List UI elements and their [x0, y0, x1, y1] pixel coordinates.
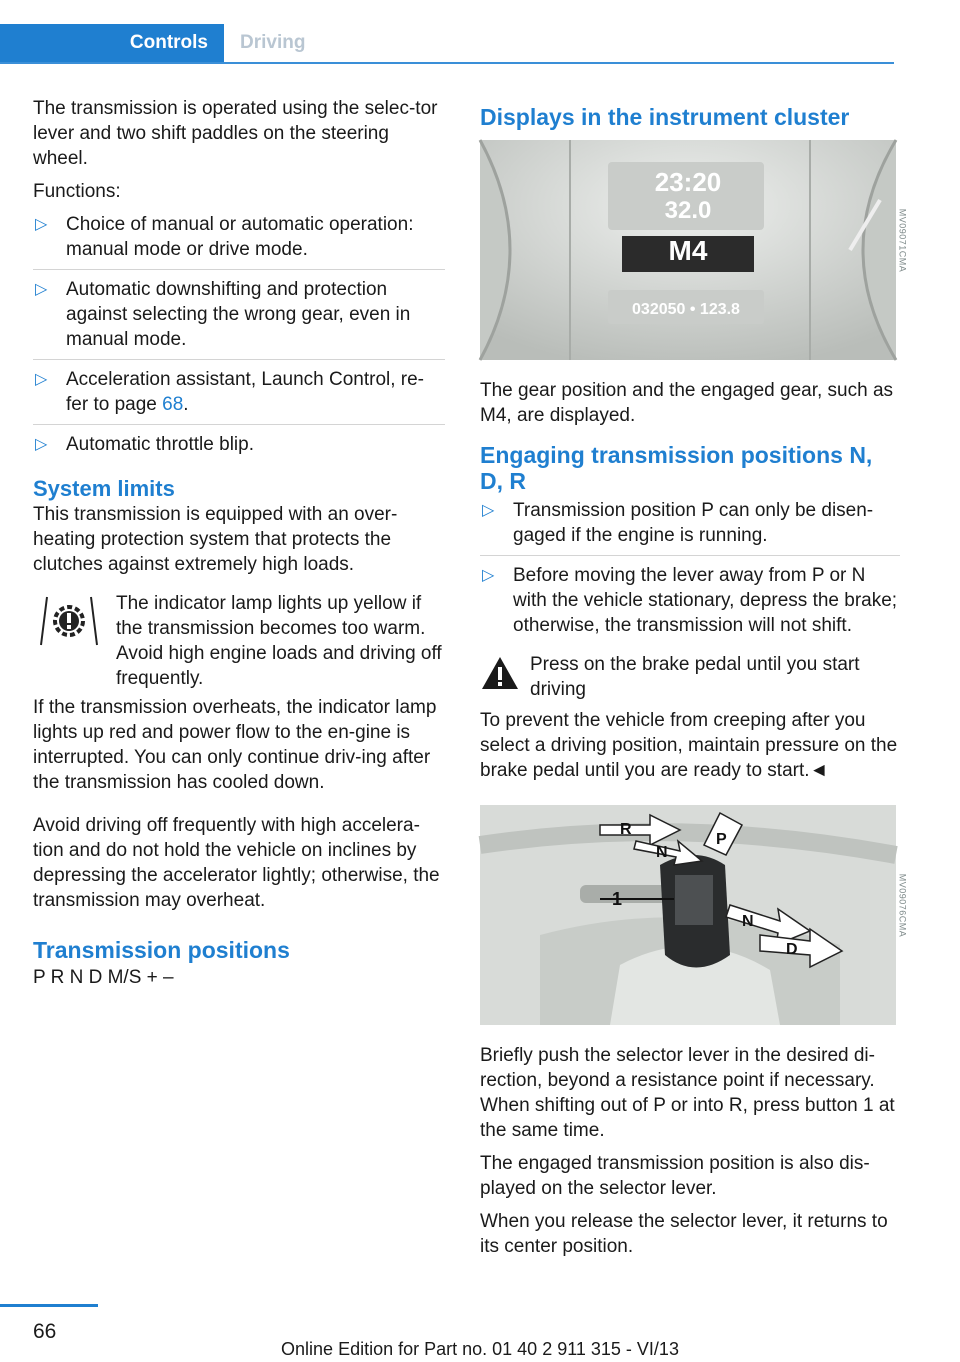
footer-accent-line: [0, 1304, 98, 1307]
header-tab-bar: [0, 24, 894, 64]
triangle-bullet-icon: ▷: [35, 281, 48, 298]
instrument-cluster-image: [480, 140, 908, 360]
selector-label-n-bottom: N: [742, 913, 754, 930]
selector-lever-illustration: [480, 805, 896, 1025]
triangle-bullet-icon: ▷: [35, 371, 48, 388]
list-item: ▷ Automatic downshifting and protection against selecting the wrong gear, even in manual mode.: [33, 277, 445, 360]
caution-note: [480, 652, 900, 704]
avoid-paragraph: Avoid driving off frequently with high accelera-tion and do not hold the vehicle on inclines by depressing the accelerator lightly; otherwise, the transmission may overheat.: [33, 815, 440, 911]
selector-label-d: D: [786, 941, 798, 958]
triangle-bullet-icon: ▷: [35, 436, 48, 453]
tab-driving[interactable]: Driving: [240, 32, 306, 53]
page-link[interactable]: 68: [162, 394, 184, 415]
intro-paragraph: The transmission is operated using the selec-tor lever and two shift paddles on the steering wheel.: [33, 98, 438, 169]
list-item: ▷ Choice of manual or automatic operation: manual mode or drive mode.: [33, 212, 445, 270]
caution-text: To prevent the vehicle from creeping after you select a driving position, maintain pressure on the brake pedal until you are ready to start.◄: [480, 710, 898, 781]
functions-label: Functions:: [33, 181, 121, 202]
selector-label-n-top: N: [656, 844, 668, 861]
selector-label-button-1: 1: [612, 889, 623, 909]
push-paragraph: Briefly push the selector lever in the desired di-rection, beyond a resistance point if necessary. When shifting out of P or into R, press button 1 at the same time.: [480, 1045, 895, 1141]
system-limits-text: This transmission is equipped with an over-heating protection system that protects the clutches against extremely high loads.: [33, 504, 398, 575]
list-item: ▷ Acceleration assistant, Launch Control, re-fer to page 68.: [33, 367, 445, 425]
transmission-positions-text: P R N D M/S + –: [33, 967, 174, 988]
tab-controls[interactable]: [0, 24, 224, 62]
list-item: ▷ Before moving the lever away from P or N with the vehicle stationary, depress the brake; otherwise, the transmission will not shift.: [482, 565, 898, 636]
engaged-paragraph: The engaged transmission position is also dis-played on the selector lever.: [480, 1153, 870, 1199]
selector-label-p: P: [716, 831, 727, 848]
engaging-heading: Engaging transmission positions N, D, R: [480, 442, 873, 494]
caution-title: Press on the brake pedal until you start driving: [530, 654, 860, 700]
functions-list: [33, 212, 445, 464]
right-column: [480, 96, 908, 1267]
image-code: MV09071CMA: [897, 208, 908, 273]
image-code: MV09076CMA: [897, 873, 908, 938]
triangle-bullet-icon: ▷: [482, 567, 495, 584]
indicator-lamp-note: [33, 591, 445, 691]
edition-text: Online Edition for Part no. 01 40 2 911 315 - VI/13: [281, 1339, 679, 1359]
displays-heading: Displays in the instrument cluster: [480, 104, 850, 130]
cluster-temperature: 32.0: [664, 197, 712, 224]
list-item: ▷ Transmission position P can only be disen-gaged if the engine is running.: [480, 498, 900, 556]
left-column: [33, 96, 445, 998]
release-paragraph: When you release the selector lever, it returns to its center position.: [480, 1211, 888, 1257]
triangle-bullet-icon: ▷: [482, 502, 495, 519]
transmission-positions-heading: Transmission positions: [33, 937, 290, 963]
selector-label-r: R: [620, 821, 632, 838]
indicator-lamp-text: The indicator lamp lights up yellow if the transmission becomes too warm. Avoid high engine loads and driving off frequently.: [116, 593, 442, 689]
system-limits-heading: System limits: [33, 476, 175, 501]
engaging-list: [480, 498, 900, 645]
overheat-paragraph: If the transmission overheats, the indicator lamp lights up red and power flow to the en-gine is interrupted. You can only continue driv-ing after the transmission has cooled down.: [33, 697, 437, 793]
selector-lever-image: [480, 805, 908, 1025]
gear-caption: The gear position and the engaged gear, such as M4, are displayed.: [480, 380, 894, 426]
warning-triangle-icon: [480, 655, 520, 691]
cluster-time: 23:20: [654, 167, 722, 197]
triangle-bullet-icon: ▷: [35, 216, 48, 233]
transmission-warning-icon: [33, 593, 105, 649]
page-number: 66: [33, 1320, 57, 1343]
tab-controls-label: Controls: [129, 32, 208, 53]
list-item: ▷ Automatic throttle blip.: [35, 434, 254, 455]
cluster-gear: M4: [668, 235, 708, 266]
cluster-odometer: 032050 • 123.8: [632, 301, 740, 318]
